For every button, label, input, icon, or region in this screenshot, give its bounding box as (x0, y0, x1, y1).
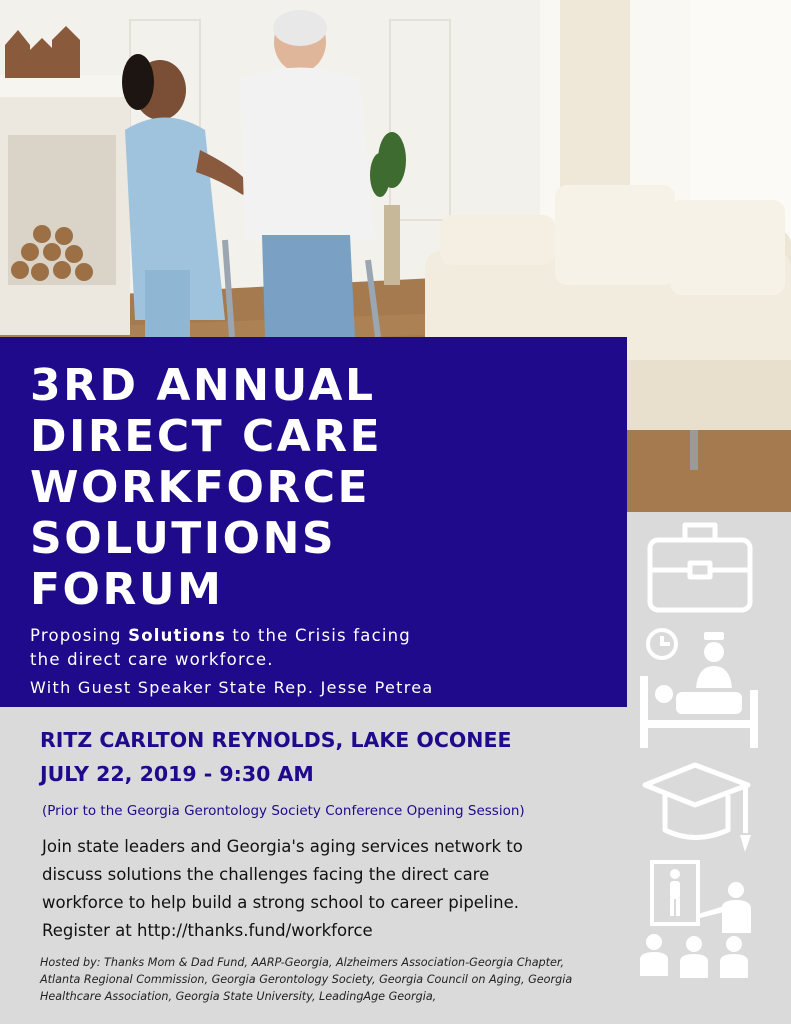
event-venue: RITZ CARLTON REYNOLDS, LAKE OCONEE (40, 728, 512, 752)
title-line: SOLUTIONS (30, 513, 337, 564)
graduation-cap-icon (640, 760, 758, 860)
event-subtitle (30, 624, 550, 672)
title-line: WORKFORCE (30, 462, 371, 513)
event-date: JULY 22, 2019 - 9:30 AM (40, 762, 314, 786)
subtitle-suffix: to the Crisis facing (225, 626, 411, 645)
hosted-line: Hosted by: Thanks Mom & Dad Fund, AARP-Georgia, Alzheimers Association-Georgia Chapter, (40, 956, 565, 969)
subtitle-prefix: Proposing (30, 626, 129, 645)
title-line: FORUM (30, 564, 224, 615)
event-title (30, 360, 382, 615)
event-description (42, 833, 612, 945)
title-line: DIRECT CARE (30, 411, 383, 462)
caregiver-bed-icon (640, 628, 758, 753)
description-line: workforce to help build a strong school to career pipeline. (42, 893, 519, 912)
subtitle-line2: the direct care workforce. (30, 650, 274, 669)
description-line: discuss solutions the challenges facing the direct care (42, 865, 490, 884)
hosted-line: Healthcare Association, Georgia State University, LeadingAge Georgia, (40, 990, 437, 1003)
training-presentation-icon (638, 858, 758, 986)
hosted-by (40, 954, 610, 1005)
briefcase-icon (645, 515, 755, 615)
subtitle-emphasis: Solutions (128, 626, 226, 645)
event-note: (Prior to the Georgia Gerontology Society Conference Opening Session) (42, 803, 525, 819)
description-line: Register at http://thanks.fund/workforce (42, 921, 373, 940)
guest-speaker: With Guest Speaker State Rep. Jesse Petrea (30, 678, 434, 697)
title-line: 3RD ANNUAL (30, 360, 376, 411)
hosted-line: Atlanta Regional Commission, Georgia Gerontology Society, Georgia Council on Aging, Georgia (40, 973, 573, 986)
description-line: Join state leaders and Georgia's aging services network to (42, 837, 523, 856)
